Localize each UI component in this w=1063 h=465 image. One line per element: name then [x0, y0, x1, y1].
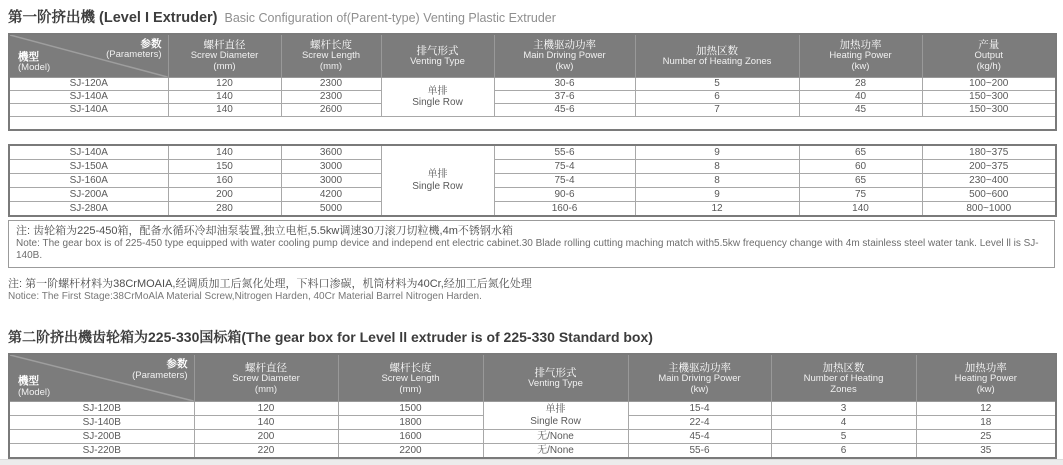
cell-length: 2300 — [281, 91, 381, 104]
section1-title-zh: 第一阶挤出機 (Level I Extruder) — [8, 10, 218, 26]
table-row — [9, 145, 1056, 160]
cell-power: 75-4 — [494, 174, 635, 188]
cell-output: 500~600 — [922, 188, 1056, 202]
header-heating-power: 加热功率 Heating Power (kw) — [916, 354, 1056, 402]
cell-heating: 25 — [916, 430, 1056, 444]
table1-header-row — [9, 34, 1056, 78]
cell-zones: 5 — [771, 430, 916, 444]
corner-model-label — [18, 51, 50, 74]
cell-heating: 18 — [916, 416, 1056, 430]
cell-length: 1800 — [338, 416, 483, 430]
corner-model-en: (Model) — [18, 62, 51, 74]
cell-zones: 8 — [635, 160, 799, 174]
cell-length: 3600 — [281, 145, 381, 160]
table-row — [9, 444, 1056, 459]
cell-model: SJ-140B — [9, 416, 194, 430]
cell-output: 200~375 — [922, 160, 1056, 174]
cell-output: 800~1000 — [922, 202, 1056, 217]
table-row — [9, 160, 1056, 174]
cell-output: 150~300 — [922, 104, 1056, 117]
cell-output: 100~200 — [922, 78, 1056, 91]
header-venting-type: 排气形式 Venting Type — [483, 354, 628, 402]
cell-heating: 12 — [916, 402, 1056, 416]
cell-heating: 28 — [799, 78, 922, 91]
cell-power: 55-6 — [494, 145, 635, 160]
cell-length: 3000 — [281, 160, 381, 174]
section1-title — [8, 6, 1055, 27]
level2-extruder-table — [8, 353, 1057, 459]
cell-diameter: 120 — [168, 78, 281, 91]
cell-venting-merged: 单排 Single Row — [381, 145, 494, 216]
table2-corner-cell — [9, 354, 194, 402]
cell-power: 45-6 — [494, 104, 635, 117]
cell-power: 22-4 — [628, 416, 771, 430]
table1-corner-cell — [9, 34, 168, 78]
cell-length: 2600 — [281, 104, 381, 117]
cell-heating: 75 — [799, 188, 922, 202]
cell-heating: 65 — [799, 174, 922, 188]
cell-model: SJ-140A — [9, 91, 168, 104]
cell-model: SJ-280A — [9, 202, 168, 217]
header-screw-length: 螺杆长度 Screw Length (mm) — [281, 34, 381, 78]
cell-diameter: 120 — [194, 402, 338, 416]
table2-header-row — [9, 354, 1056, 402]
cell-model: SJ-200B — [9, 430, 194, 444]
section2-title: 第二阶挤出機齿轮箱为225-330国标箱(The gear box for Level ll extruder is of 225-330 Standard box) — [8, 329, 653, 346]
cell-heating: 140 — [799, 202, 922, 217]
cell-heating: 60 — [799, 160, 922, 174]
page-bottom-divider — [0, 459, 1063, 465]
cell-venting: 无/None — [483, 444, 628, 459]
cell-length: 4200 — [281, 188, 381, 202]
table-row — [9, 202, 1056, 217]
table-row — [9, 174, 1056, 188]
cell-power: 90-6 — [494, 188, 635, 202]
cell-model: SJ-140A — [9, 145, 168, 160]
header-output: 产量 Output (kg/h) — [922, 34, 1056, 78]
material-notice — [8, 277, 1055, 304]
table-row — [9, 430, 1056, 444]
cell-zones: 6 — [635, 91, 799, 104]
cell-zones: 12 — [635, 202, 799, 217]
cell-zones: 6 — [771, 444, 916, 459]
cell-diameter: 200 — [168, 188, 281, 202]
corner-model-zh: 機型 — [18, 51, 39, 64]
corner-parameters-label: 参数 (Parameters) — [132, 358, 188, 381]
table-group-gap — [8, 131, 1055, 144]
header-screw-diameter: 螺杆直径 Screw Diameter (mm) — [194, 354, 338, 402]
cell-diameter: 140 — [168, 104, 281, 117]
table-row — [9, 188, 1056, 202]
corner-parameters-label — [106, 38, 161, 61]
cell-output: 180~375 — [922, 145, 1056, 160]
cell-zones: 4 — [771, 416, 916, 430]
cell-heating: 35 — [916, 444, 1056, 459]
corner-model-label: 機型 (Model) — [18, 375, 51, 398]
cell-venting: 无/None — [483, 430, 628, 444]
cell-length: 5000 — [281, 202, 381, 217]
header-screw-diameter: 螺杆直径 Screw Diameter (mm) — [168, 34, 281, 78]
cell-venting-merged: 单排 Single Row — [381, 78, 494, 117]
header-heating-zones: 加热区数 Number of Heating Zones — [635, 34, 799, 78]
corner-parameters-en: (Parameters) — [106, 49, 162, 61]
cell-model: SJ-160A — [9, 174, 168, 188]
cell-length: 1600 — [338, 430, 483, 444]
cell-model: SJ-150A — [9, 160, 168, 174]
cell-diameter: 150 — [168, 160, 281, 174]
corner-parameters-zh: 参数 — [140, 38, 162, 50]
table-row — [9, 78, 1056, 91]
header-screw-length: 螺杆长度 Screw Length (mm) — [338, 354, 483, 402]
level1-extruder-table-lower — [8, 144, 1057, 217]
spacer-row — [9, 117, 1056, 131]
table1-note-en: Note: The gear box is of 225-450 type equipped with water cooling pump device and independ ent electric cabinet.30 Blade rolling cutting maching match with5.5kw frequency change with 4m stainless steel water tank. Level ll is SJ-140B. — [16, 238, 1039, 262]
cell-model: SJ-120B — [9, 402, 194, 416]
cell-model: SJ-140A — [9, 104, 168, 117]
cell-length: 3000 — [281, 174, 381, 188]
cell-power: 75-4 — [494, 160, 635, 174]
cell-output: 230~400 — [922, 174, 1056, 188]
header-venting-type: 排气形式 Venting Type — [381, 34, 494, 78]
table1-note-box — [8, 220, 1055, 268]
section1-title-en: Basic Configuration of(Parent-type) Venting Plastic Extruder — [224, 11, 556, 25]
cell-diameter: 220 — [194, 444, 338, 459]
cell-zones: 8 — [635, 174, 799, 188]
cell-power: 160-6 — [494, 202, 635, 217]
header-main-driving-power: 主機驱动功率 Main Driving Power (kw) — [628, 354, 771, 402]
cell-model: SJ-220B — [9, 444, 194, 459]
cell-venting-merged: 单排 Single Row — [483, 402, 628, 430]
cell-model: SJ-200A — [9, 188, 168, 202]
cell-power: 55-6 — [628, 444, 771, 459]
spacer-cell — [9, 117, 1056, 131]
cell-diameter: 140 — [168, 91, 281, 104]
cell-zones: 9 — [635, 145, 799, 160]
cell-power: 30-6 — [494, 78, 635, 91]
cell-zones: 9 — [635, 188, 799, 202]
material-notice-en: Notice: The First Stage:38CrMoAlA Material Screw,Nitrogen Harden, 40Cr Material Barrel Nitrogen Harden. — [8, 290, 482, 302]
cell-diameter: 140 — [168, 145, 281, 160]
material-notice-zh: 注: 第一阶螺杆材料为38CrMOAIA,经调质加工后氮化处理，下料口渗碳，机筒材料为40Cr,经加工后氮化处理 — [8, 277, 532, 290]
table1-note-zh: 注: 齿轮箱为225-450箱，配备水循环冷却油泵装置,独立电柜,5.5kw调速30刀滚刀切粒機,4m不锈钢水箱 — [16, 225, 513, 237]
cell-diameter: 160 — [168, 174, 281, 188]
cell-heating: 45 — [799, 104, 922, 117]
cell-length: 2300 — [281, 78, 381, 91]
cell-length: 2200 — [338, 444, 483, 459]
cell-heating: 40 — [799, 91, 922, 104]
cell-power: 45-4 — [628, 430, 771, 444]
cell-diameter: 140 — [194, 416, 338, 430]
level1-extruder-table-upper — [8, 33, 1057, 131]
cell-diameter: 280 — [168, 202, 281, 217]
header-main-driving-power: 主機驱动功率 Main Driving Power (kw) — [494, 34, 635, 78]
cell-power: 37-6 — [494, 91, 635, 104]
cell-zones: 7 — [635, 104, 799, 117]
table-row — [9, 104, 1056, 117]
table-row — [9, 91, 1056, 104]
header-heating-zones: 加热区数 Number of Heating Zones — [771, 354, 916, 402]
cell-heating: 65 — [799, 145, 922, 160]
cell-output: 150~300 — [922, 91, 1056, 104]
cell-diameter: 200 — [194, 430, 338, 444]
cell-zones: 3 — [771, 402, 916, 416]
cell-length: 1500 — [338, 402, 483, 416]
table-row — [9, 402, 1056, 416]
cell-power: 15-4 — [628, 402, 771, 416]
header-heating-power: 加热功率 Heating Power (kw) — [799, 34, 922, 78]
cell-zones: 5 — [635, 78, 799, 91]
cell-model: SJ-120A — [9, 78, 168, 91]
